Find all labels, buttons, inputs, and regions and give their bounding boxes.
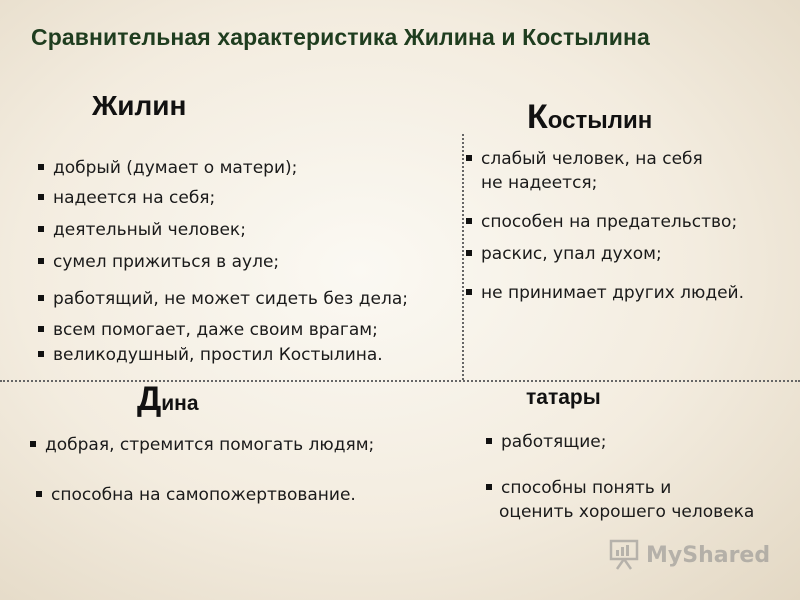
bullet-icon: [38, 326, 44, 332]
kostylin-item-text: способен на предательство;: [481, 212, 738, 232]
bullet-icon: [466, 289, 472, 295]
kostylin-item-line: слабый человек, на себя: [481, 149, 703, 169]
tatars-item-text: работящие;: [501, 432, 607, 452]
list-item: [38, 218, 246, 242]
dina-heading-initial: Д: [137, 380, 162, 418]
page-title: Сравнительная характеристика Жилина и Костылина: [31, 24, 650, 50]
zhilin-item-text: работящий, не может сидеть без дела;: [53, 289, 408, 309]
tatars-item-text: [501, 476, 754, 524]
watermark: [608, 538, 770, 572]
bullet-icon: [38, 351, 44, 357]
presentation-board-icon: [608, 538, 642, 572]
list-item: [38, 287, 408, 311]
bullet-icon: [38, 164, 44, 170]
bullet-icon: [38, 295, 44, 301]
kostylin-item-text: [481, 147, 703, 195]
kostylin-item-text: раскис, упал духом;: [481, 244, 662, 264]
bullet-icon: [486, 484, 492, 490]
list-item: [38, 343, 383, 367]
list-item: [466, 242, 662, 266]
list-item: [466, 281, 744, 305]
zhilin-item-text: надеется на себя;: [53, 188, 216, 208]
zhilin-heading: Жилин: [92, 90, 187, 121]
kostylin-item-line: не надеется;: [481, 173, 598, 193]
zhilin-item-text: сумел прижиться в ауле;: [53, 252, 280, 272]
list-item: [38, 156, 297, 180]
bullet-icon: [466, 218, 472, 224]
bullet-icon: [38, 226, 44, 232]
bullet-icon: [466, 155, 472, 161]
bullet-icon: [486, 438, 492, 444]
dina-item-text: способна на самопожертвование.: [51, 485, 356, 505]
list-item: [38, 250, 279, 274]
tatars-heading: татары: [526, 386, 601, 409]
dina-heading-rest: ина: [161, 392, 199, 415]
dina-heading: [137, 380, 199, 419]
kostylin-heading-initial: К: [527, 98, 548, 136]
zhilin-item-text: деятельный человек;: [53, 220, 246, 240]
list-item: [38, 186, 215, 210]
bullet-icon: [36, 491, 42, 497]
vertical-divider: [462, 134, 464, 380]
list-item: [36, 483, 356, 507]
kostylin-heading-rest: остылин: [547, 107, 653, 134]
list-item: [38, 318, 378, 342]
horizontal-divider: [0, 380, 800, 382]
list-item: [30, 433, 374, 457]
bullet-icon: [30, 441, 36, 447]
watermark-text: MyShared: [646, 542, 771, 568]
tatars-item-line: оценить хорошего человека: [499, 502, 755, 522]
list-item: [466, 210, 737, 234]
bullet-icon: [466, 250, 472, 256]
list-item: [486, 476, 754, 524]
dina-item-text: добрая, стремится помогать людям;: [45, 435, 375, 455]
bullet-icon: [38, 258, 44, 264]
zhilin-item-text: всем помогает, даже своим врагам;: [53, 320, 378, 340]
tatars-item-line: способны понять и: [501, 478, 672, 498]
zhilin-item-text: великодушный, простил Костылина.: [53, 345, 383, 365]
kostylin-heading: [527, 98, 652, 137]
list-item: [466, 147, 703, 195]
bullet-icon: [38, 194, 44, 200]
list-item: [486, 430, 606, 454]
kostylin-item-text: не принимает других людей.: [481, 283, 744, 303]
zhilin-item-text: добрый (думает о матери);: [53, 158, 298, 178]
